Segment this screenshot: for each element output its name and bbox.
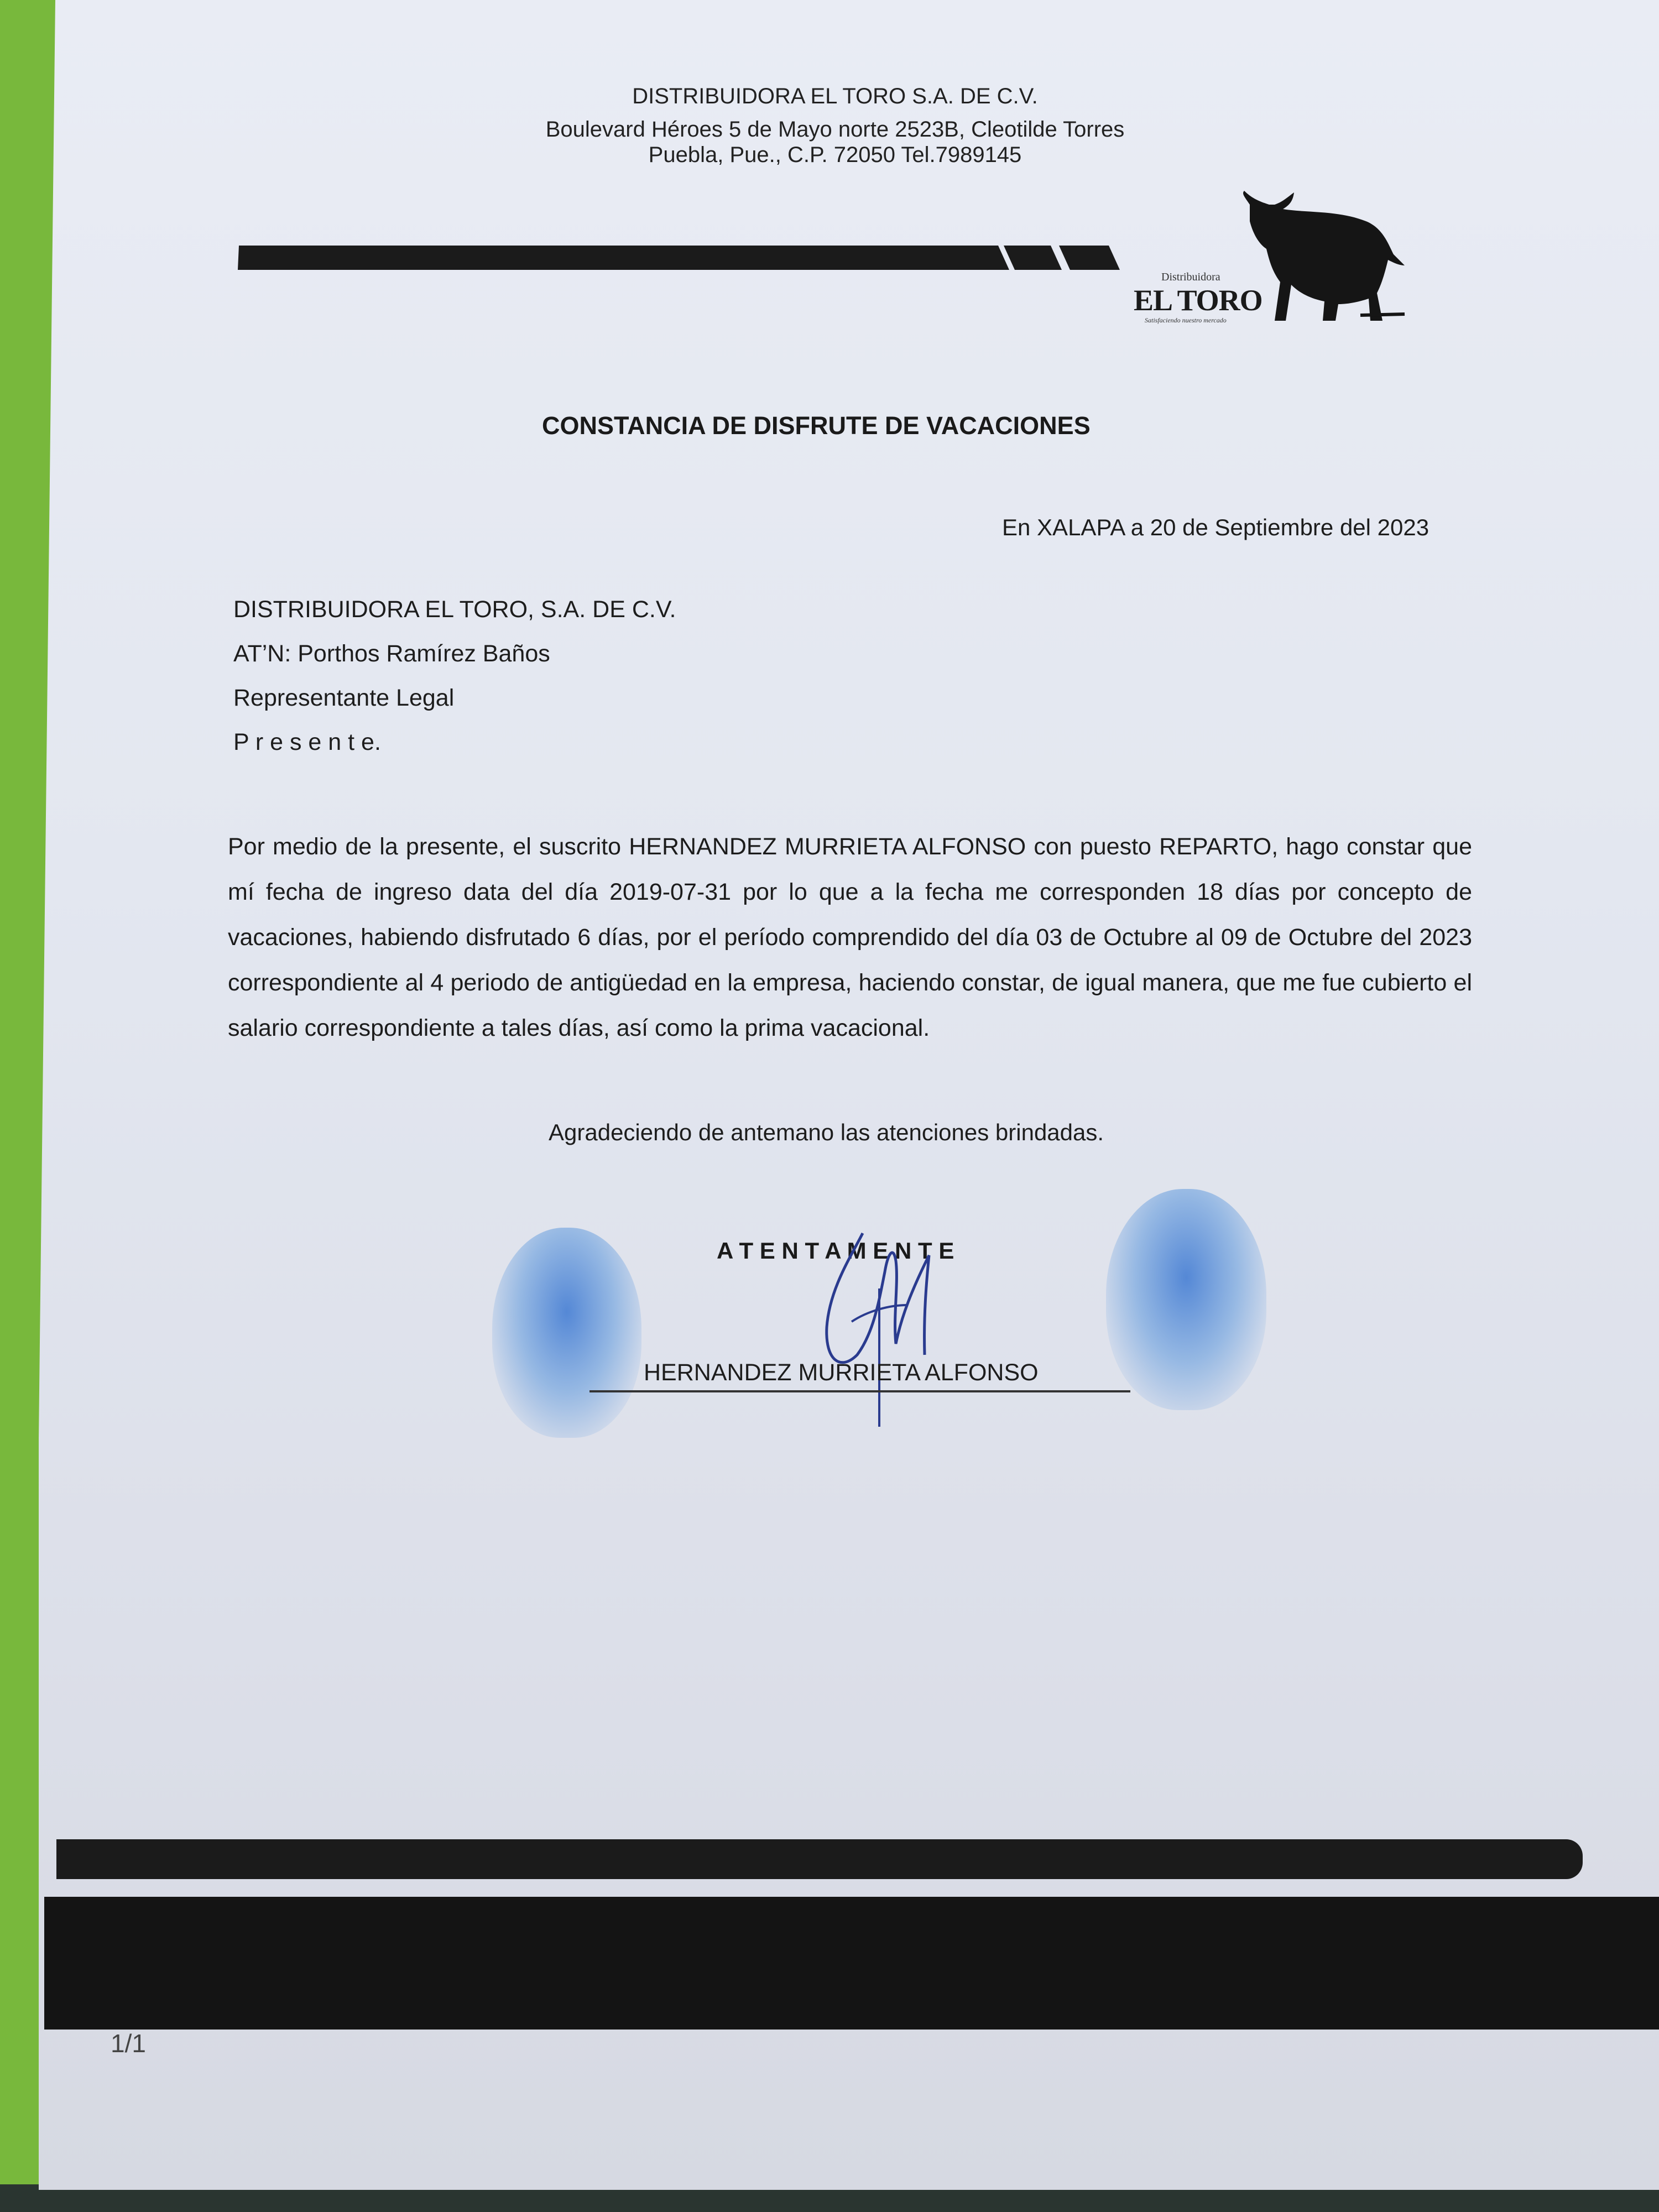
logo-small-text: Distribuidora (1161, 271, 1220, 283)
logo-brand: EL TORO (1134, 284, 1262, 317)
recipient-presente: P r e s e n t e. (233, 729, 381, 755)
body-paragraph: Por medio de la presente, el suscrito HERNANDEZ MURRIETA ALFONSO con puesto REPARTO, hago constar que mí fecha de ingreso data del día 2019-07-31 por lo que a la fecha me corresponden 18 días por concepto de vacaciones, habiendo disfrutado 6 días, por el período comprendido del día 03 de Octubre al 09 de Octubre del 2023 correspondiente al 4 periodo de antigüedad en la empresa, haciendo constar, de igual manera, que me fue cubierto el salario correspondiente a tales días, así como la prima vacacional. (228, 833, 1472, 1041)
company-logo (1128, 188, 1405, 332)
closing-line: Agradeciendo de antemano las atenciones brindadas. (549, 1119, 1104, 1145)
place-date: En XALAPA a 20 de Septiembre del 2023 (1002, 514, 1430, 540)
recipient-role: Representante Legal (233, 685, 455, 711)
signature-line (589, 1390, 1130, 1392)
recipient-company: DISTRIBUIDORA EL TORO, S.A. DE C.V. (233, 596, 676, 623)
recipient-attention: AT’N: Porthos Ramírez Baños (233, 640, 550, 667)
page-number: 1/1 (111, 2029, 146, 2058)
signer-name: HERNANDEZ MURRIETA ALFONSO (644, 1359, 1039, 1386)
document-title: CONSTANCIA DE DISFRUTE DE VACACIONES (542, 411, 1091, 440)
atentamente-label: A T E N T A M E N T E (717, 1238, 954, 1264)
thumbprint-right (1106, 1189, 1266, 1410)
header-address-line2: Puebla, Pue., C.P. 72050 Tel.7989145 (648, 143, 1022, 167)
header-company: DISTRIBUIDORA EL TORO S.A. DE C.V. (632, 84, 1038, 108)
thumbprint-left (492, 1228, 641, 1438)
header-address-line1: Boulevard Héroes 5 de Mayo norte 2523B, Cleotilde Torres (545, 117, 1125, 142)
signature-mark (796, 1222, 951, 1432)
logo-tagline: Satisfaciendo nuestro mercado (1145, 316, 1227, 324)
header-bar (232, 241, 1128, 280)
footer-bar-thick (44, 1897, 1659, 2030)
footer-bar-thin (56, 1839, 1583, 1879)
